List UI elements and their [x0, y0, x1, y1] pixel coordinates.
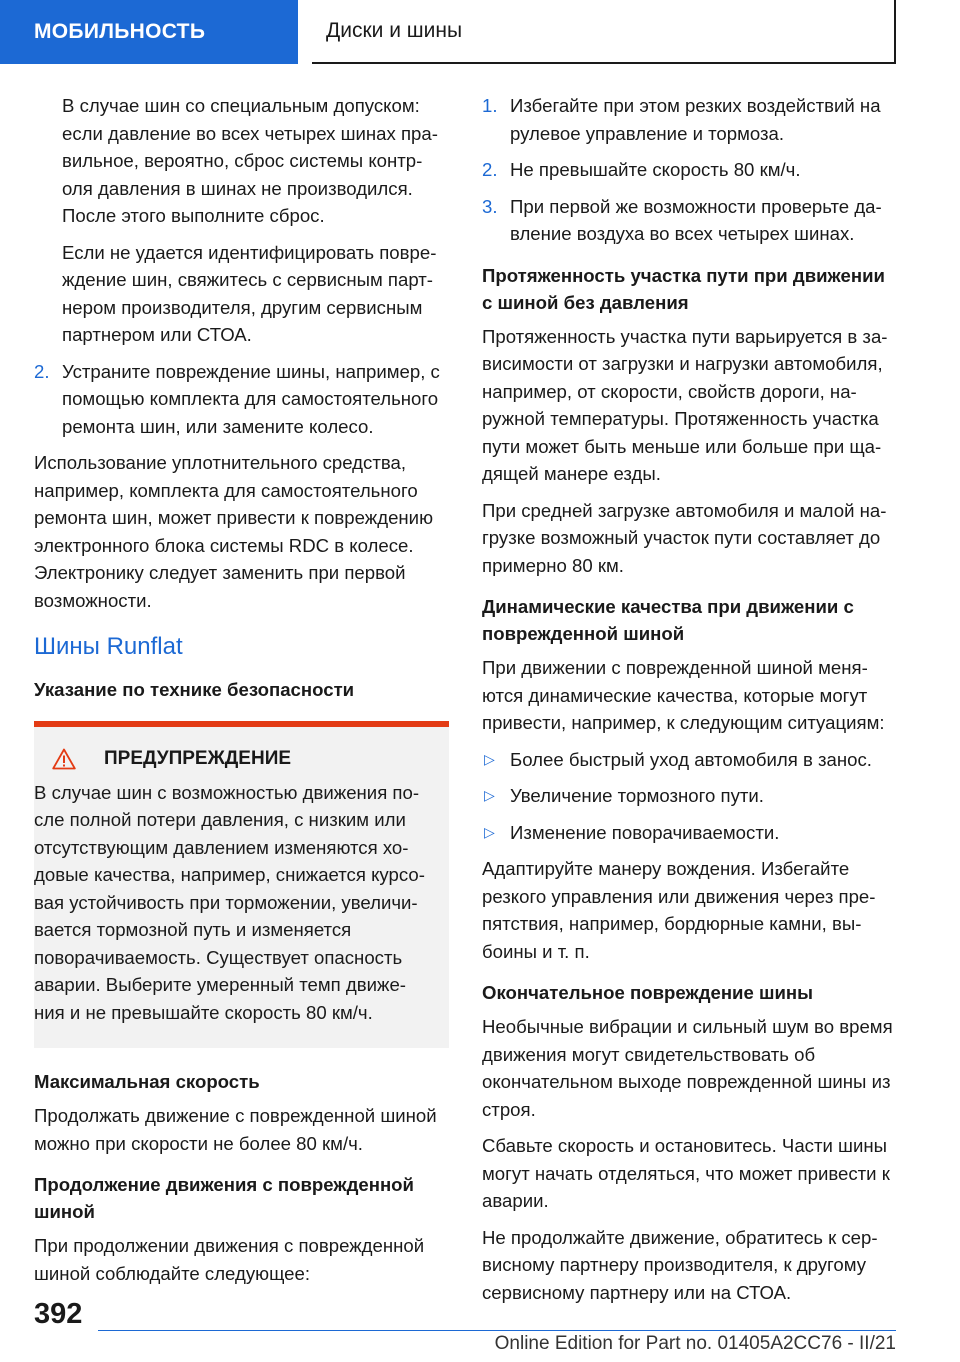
- list-item-text: Изменение поворачиваемости.: [510, 821, 780, 843]
- step-number: 2.: [482, 159, 498, 180]
- warning-text: В случае шин с возможностью движения по-сле полной потери давления, с низким или отсутствующим давлением изменяются хо-довые качества, например, снижается курсо-вая устойчивость при торможении, увеличи-вается тормозной путь и изменяется поворачиваемость. Существует опасность аварии. Выберите умеренный темп движе-ния и не превышайте скорость 80 км/ч.: [34, 781, 425, 1023]
- step-text: Не превышайте скорость 80 км/ч.: [510, 159, 801, 180]
- continue-heading: Продолжение движения с поврежденной шиной: [34, 1174, 414, 1222]
- step-item: [34, 358, 449, 441]
- left-column: [34, 92, 449, 1296]
- bullet-list: [482, 746, 896, 847]
- bullet-triangle-icon: ▷: [484, 750, 495, 767]
- adapt-paragraph: Адаптируйте манеру вождения. Избегайте резкого управления или движения через пре-пятствия, например, бордюрные камни, вы-боины и т. п.: [482, 858, 876, 962]
- right-column: [482, 92, 896, 1315]
- warning-triangle-icon: [52, 748, 76, 770]
- distance-heading: Протяженность участка пути при движении с шиной без давления: [482, 264, 885, 313]
- bullet-triangle-icon: ▷: [484, 823, 495, 840]
- final-damage-heading: Окончательное повреждение шины: [482, 982, 814, 1003]
- step-text: Избегайте при этом резких воздействий на рулевое управление и тормоза.: [510, 95, 881, 144]
- intro-paragraph-1: В случае шин со специальным допуском: если давление во всех четырех шинах пра-вильное, вероятно, сброс системы контр-оля давления в шинах не производился. После этого выполните сброс.: [62, 95, 438, 226]
- page-number: 392: [34, 1298, 83, 1330]
- list-item-text: Увеличение тормозного пути.: [510, 785, 764, 806]
- warning-header: [34, 745, 435, 773]
- dynamics-paragraph: При движении с поврежденной шиной меня-ются динамические качества, которые могут привести, например, к следующим ситуациям:: [482, 657, 885, 733]
- section-title: Диски и шины: [326, 19, 463, 42]
- dynamics-heading: Динамические качества при движении с поврежденной шиной: [482, 596, 854, 644]
- footer-edition: Online Edition for Part no. 01405A2CC76 - II/21: [494, 1333, 896, 1354]
- step-text: При первой же возможности проверьте да-вление воздуха во всех четырех шинах.: [510, 195, 882, 244]
- step-item: [482, 156, 896, 184]
- list-item: [482, 782, 896, 810]
- warning-title: ПРЕДУПРЕЖДЕНИЕ: [104, 748, 292, 769]
- distance-paragraph-1: Протяженность участка пути варьируется в за-висимости от загрузки и нагрузки автомобиля, например, от скорости, свойств дороги, на-ружной температуры. Протяженность участка пути может быть меньше или больше при ща-дящей манере езды.: [482, 325, 888, 484]
- section-header: [312, 0, 896, 64]
- step-item: [482, 92, 896, 147]
- step-number: 2.: [34, 360, 50, 382]
- safety-heading: Указание по технике безопасности: [34, 679, 355, 700]
- maxspeed-paragraph: Продолжать движение с поврежденной шиной можно при скорости не более 80 км/ч.: [34, 1105, 437, 1154]
- step-number: 1.: [482, 95, 498, 116]
- final-paragraph-2: Сбавьте скорость и остановитесь. Части шины могут начать отделяться, что может привести к аварии.: [482, 1135, 890, 1211]
- warning-box: [34, 721, 449, 1048]
- footer-divider: [98, 1330, 896, 1331]
- chapter-title: МОБИЛЬНОСТЬ: [34, 20, 206, 43]
- intro-paragraph-2: Если не удается идентифицировать повре-ждение шин, свяжитесь с сервисным парт-нером производителя, другим сервисным партнером или СТОА.: [62, 241, 437, 345]
- final-paragraph-1: Необычные вибрации и сильный шум во время движения могут свидетельствовать об окончательном выходе поврежденной шины из строя.: [482, 1016, 893, 1120]
- runflat-heading: Шины Runflat: [34, 633, 183, 660]
- step-item: [482, 193, 896, 248]
- distance-paragraph-2: При средней загрузке автомобиля и малой на-грузке возможный участок пути составляет до примерно 80 км.: [482, 499, 887, 576]
- list-item-text: Более быстрый уход автомобиля в занос.: [510, 748, 872, 770]
- final-paragraph-3: Не продолжайте движение, обратитесь к сер-висному партнеру производителя, к другому сервисному партнеру или на СТОА.: [482, 1226, 878, 1303]
- maxspeed-heading: Максимальная скорость: [34, 1071, 260, 1092]
- list-item: [482, 746, 896, 774]
- step-text: Устраните повреждение шины, например, с помощью комплекта для самостоятельного ремонта шин, или замените колесо.: [62, 360, 440, 437]
- sealant-paragraph: Использование уплотнительного средства, например, комплекта для самостоятельного ремонта шин, может привести к повреждению электронного блока системы RDC в колесе. Электронику следует заменить при первой возможности.: [34, 452, 434, 611]
- chapter-tab[interactable]: [0, 0, 298, 64]
- list-item: [482, 819, 896, 847]
- bullet-triangle-icon: ▷: [484, 787, 495, 803]
- continue-paragraph: При продолжении движения с поврежденной шиной соблюдайте следующее:: [34, 1235, 425, 1284]
- steps-list: [482, 92, 896, 248]
- step-number: 3.: [482, 195, 498, 217]
